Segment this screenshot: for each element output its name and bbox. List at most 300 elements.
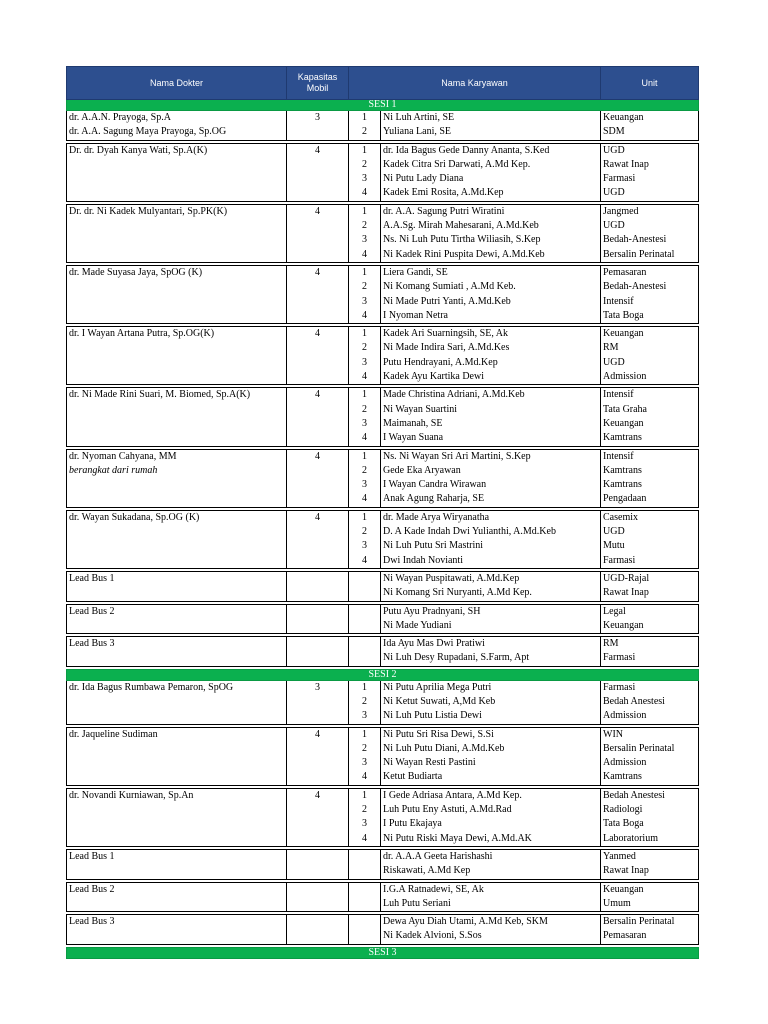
car-capacity — [287, 619, 349, 634]
doctor-name — [67, 280, 287, 294]
employee-name: Dewa Ayu Diah Utami, A.Md Keb, SKM — [381, 915, 601, 930]
table-row — [67, 680, 699, 695]
employee-name: Kadek Ayu Kartika Dewi — [381, 370, 601, 385]
doctor-name — [67, 492, 287, 507]
employee-unit: Keuangan — [601, 327, 699, 342]
table-row — [67, 882, 699, 897]
employee-name: Luh Putu Seriani — [381, 897, 601, 912]
table-row — [67, 510, 699, 525]
employee-unit: Bersalin Perinatal — [601, 915, 699, 930]
car-capacity — [287, 417, 349, 431]
employee-number: 3 — [349, 478, 381, 492]
doctor-name — [67, 219, 287, 233]
doctor-name: Lead Bus 3 — [67, 915, 287, 930]
section-header-row — [67, 100, 699, 111]
table-row — [67, 849, 699, 864]
car-capacity — [287, 651, 349, 666]
table-row — [67, 309, 699, 324]
employee-name: Maimanah, SE — [381, 417, 601, 431]
employee-unit: Radiologi — [601, 803, 699, 817]
car-capacity — [287, 280, 349, 294]
employee-name: Ni Made Yudiani — [381, 619, 601, 634]
employee-name: Made Christina Adriani, A.Md.Keb — [381, 388, 601, 403]
table-row — [67, 403, 699, 417]
section-header-row — [67, 947, 699, 958]
employee-unit: UGD — [601, 219, 699, 233]
employee-number: 4 — [349, 186, 381, 201]
doctor-name: Dr. dr. Ni Kadek Mulyantari, Sp.PK(K) — [67, 204, 287, 219]
employee-unit: Keuangan — [601, 882, 699, 897]
employee-unit: UGD — [601, 525, 699, 539]
employee-name: Liera Gandi, SE — [381, 265, 601, 280]
car-group — [67, 571, 699, 601]
employee-unit: Intensif — [601, 388, 699, 403]
table-row — [67, 280, 699, 294]
employee-name: Ketut Budiarta — [381, 770, 601, 785]
car-capacity — [287, 742, 349, 756]
employee-unit: Bersalin Perinatal — [601, 742, 699, 756]
car-capacity — [287, 864, 349, 879]
car-capacity — [287, 370, 349, 385]
doctor-name — [67, 742, 287, 756]
header-nama-dokter: Nama Dokter — [67, 67, 287, 100]
car-group — [67, 849, 699, 879]
employee-name: Ida Ayu Mas Dwi Pratiwi — [381, 637, 601, 652]
car-group — [67, 327, 699, 385]
table-row — [67, 341, 699, 355]
employee-unit: Rawat Inap — [601, 864, 699, 879]
employee-unit: Rawat Inap — [601, 158, 699, 172]
table-row — [67, 219, 699, 233]
employee-unit: Keuangan — [601, 111, 699, 126]
table-row — [67, 356, 699, 370]
employee-name: I Wayan Suana — [381, 431, 601, 446]
employee-name: I Wayan Candra Wirawan — [381, 478, 601, 492]
employee-number: 2 — [349, 125, 381, 140]
employee-name: Ni Putu Riski Maya Dewi, A.Md.AK — [381, 832, 601, 847]
doctor-name — [67, 233, 287, 247]
doctor-note: berangkat dari rumah — [67, 464, 287, 478]
car-capacity — [287, 929, 349, 944]
table-row — [67, 125, 699, 140]
employee-unit: Mutu — [601, 539, 699, 553]
car-capacity — [287, 586, 349, 601]
employee-number: 1 — [349, 388, 381, 403]
table-row — [67, 370, 699, 385]
doctor-name — [67, 158, 287, 172]
table-row — [67, 709, 699, 724]
employee-unit: Admission — [601, 709, 699, 724]
employee-name: Ni Ketut Suwati, A,Md Keb — [381, 695, 601, 709]
employee-unit: Rawat Inap — [601, 586, 699, 601]
employee-number: 3 — [349, 817, 381, 831]
employee-name: I Gede Adriasa Antara, A.Md Kep. — [381, 788, 601, 803]
car-capacity: 4 — [287, 449, 349, 464]
table-row — [67, 525, 699, 539]
table-row — [67, 265, 699, 280]
section-title: SESI 3 — [67, 947, 699, 958]
header-unit: Unit — [601, 67, 699, 100]
employee-name: Kadek Emi Rosita, A.Md.Kep — [381, 186, 601, 201]
car-capacity — [287, 341, 349, 355]
header-kapasitas-mobil: Kapasitas Mobil — [287, 67, 349, 100]
employee-number: 3 — [349, 295, 381, 309]
employee-number: 1 — [349, 111, 381, 126]
car-capacity — [287, 539, 349, 553]
employee-unit: Kamtrans — [601, 431, 699, 446]
employee-unit: Bersalin Perinatal — [601, 248, 699, 263]
employee-unit: Keuangan — [601, 417, 699, 431]
employee-unit: Yanmed — [601, 849, 699, 864]
car-group — [67, 265, 699, 323]
employee-unit: Bedah Anestesi — [601, 788, 699, 803]
car-group — [67, 111, 699, 141]
car-capacity — [287, 637, 349, 652]
table-row — [67, 619, 699, 634]
employee-unit: UGD — [601, 356, 699, 370]
doctor-name: Lead Bus 2 — [67, 604, 287, 619]
employee-name: Ni Kadek Alvioni, S.Sos — [381, 929, 601, 944]
doctor-name: dr. A.A.N. Prayoga, Sp.A — [67, 111, 287, 126]
doctor-name — [67, 651, 287, 666]
car-capacity — [287, 897, 349, 912]
car-capacity — [287, 431, 349, 446]
car-group — [67, 388, 699, 446]
employee-name: Ns. Ni Wayan Sri Ari Martini, S.Kep — [381, 449, 601, 464]
car-group — [67, 449, 699, 507]
doctor-name: dr. Novandi Kurniawan, Sp.An — [67, 788, 287, 803]
table-row — [67, 478, 699, 492]
employee-unit: Tata Graha — [601, 403, 699, 417]
employee-unit: Kamtrans — [601, 464, 699, 478]
employee-number: 4 — [349, 554, 381, 569]
car-capacity — [287, 172, 349, 186]
doctor-name: Lead Bus 2 — [67, 882, 287, 897]
section-block — [67, 947, 699, 958]
table-row — [67, 204, 699, 219]
employee-name: Kadek Citra Sri Darwati, A.Md Kep. — [381, 158, 601, 172]
employee-number — [349, 929, 381, 944]
table-row — [67, 727, 699, 742]
employee-number: 2 — [349, 525, 381, 539]
employee-name: Ni Luh Artini, SE — [381, 111, 601, 126]
doctor-name — [67, 341, 287, 355]
employee-name: Anak Agung Raharja, SE — [381, 492, 601, 507]
table-row — [67, 832, 699, 847]
car-group — [67, 510, 699, 568]
schedule-table — [66, 66, 699, 959]
car-capacity — [287, 571, 349, 586]
employee-unit: Farmasi — [601, 651, 699, 666]
doctor-name — [67, 539, 287, 553]
doctor-name: dr. Nyoman Cahyana, MM — [67, 449, 287, 464]
employee-unit: Intensif — [601, 295, 699, 309]
doctor-name — [67, 586, 287, 601]
table-row — [67, 295, 699, 309]
car-capacity — [287, 832, 349, 847]
doctor-name — [67, 756, 287, 770]
employee-name: Ni Wayan Puspitawati, A.Md.Kep — [381, 571, 601, 586]
doctor-name — [67, 295, 287, 309]
employee-number — [349, 604, 381, 619]
car-capacity — [287, 356, 349, 370]
employee-unit: Tata Boga — [601, 817, 699, 831]
car-capacity — [287, 882, 349, 897]
employee-unit: UGD — [601, 143, 699, 158]
table-row — [67, 604, 699, 619]
car-capacity — [287, 478, 349, 492]
table-row — [67, 897, 699, 912]
employee-unit: Umum — [601, 897, 699, 912]
doctor-name — [67, 417, 287, 431]
employee-unit: Legal — [601, 604, 699, 619]
table-row — [67, 770, 699, 785]
car-capacity — [287, 219, 349, 233]
doctor-name — [67, 817, 287, 831]
car-capacity — [287, 248, 349, 263]
employee-unit: Admission — [601, 370, 699, 385]
employee-unit: Tata Boga — [601, 309, 699, 324]
car-capacity — [287, 464, 349, 478]
car-capacity: 4 — [287, 143, 349, 158]
doctor-name — [67, 554, 287, 569]
employee-number: 3 — [349, 233, 381, 247]
car-capacity: 3 — [287, 680, 349, 695]
table-row — [67, 327, 699, 342]
employee-name: I Nyoman Netra — [381, 309, 601, 324]
employee-unit: Bedah-Anestesi — [601, 280, 699, 294]
employee-name: dr. A.A. Sagung Putri Wiratini — [381, 204, 601, 219]
doctor-name — [67, 370, 287, 385]
employee-name: Ni Komang Sumiati , A.Md Keb. — [381, 280, 601, 294]
employee-unit: RM — [601, 637, 699, 652]
doctor-name — [67, 709, 287, 724]
employee-number: 2 — [349, 280, 381, 294]
employee-name: Ni Putu Aprilia Mega Putri — [381, 680, 601, 695]
car-group — [67, 727, 699, 785]
employee-number: 1 — [349, 204, 381, 219]
car-capacity: 3 — [287, 111, 349, 126]
employee-number: 1 — [349, 265, 381, 280]
employee-unit: Jangmed — [601, 204, 699, 219]
employee-number: 3 — [349, 356, 381, 370]
employee-name: Gede Eka Aryawan — [381, 464, 601, 478]
table-row — [67, 417, 699, 431]
employee-unit: Farmasi — [601, 680, 699, 695]
doctor-name — [67, 478, 287, 492]
car-capacity — [287, 492, 349, 507]
doctor-name — [67, 770, 287, 785]
employee-number — [349, 637, 381, 652]
employee-name: A.A.Sg. Mirah Mahesarani, A.Md.Keb — [381, 219, 601, 233]
table-row — [67, 742, 699, 756]
table-row — [67, 803, 699, 817]
employee-name: Ni Komang Sri Nuryanti, A.Md Kep. — [381, 586, 601, 601]
car-capacity — [287, 817, 349, 831]
doctor-name: dr. Wayan Sukadana, Sp.OG (K) — [67, 510, 287, 525]
table-row — [67, 539, 699, 553]
table-row — [67, 111, 699, 126]
employee-unit: Kamtrans — [601, 478, 699, 492]
employee-unit: Bedah Anestesi — [601, 695, 699, 709]
employee-name: I.G.A Ratnadewi, SE, Ak — [381, 882, 601, 897]
doctor-name — [67, 832, 287, 847]
employee-unit: Pemasaran — [601, 265, 699, 280]
employee-number: 4 — [349, 431, 381, 446]
section-block — [67, 669, 699, 680]
doctor-name — [67, 695, 287, 709]
table-row — [67, 248, 699, 263]
employee-number: 2 — [349, 403, 381, 417]
car-group — [67, 143, 699, 201]
car-capacity: 4 — [287, 265, 349, 280]
doctor-name — [67, 186, 287, 201]
header-nama-karyawan: Nama Karyawan — [349, 67, 601, 100]
table-row — [67, 817, 699, 831]
employee-number: 4 — [349, 248, 381, 263]
table-row — [67, 554, 699, 569]
employee-name: dr. A.A.A Geeta Harishashi — [381, 849, 601, 864]
employee-unit: Farmasi — [601, 554, 699, 569]
employee-unit: Kamtrans — [601, 770, 699, 785]
car-group — [67, 882, 699, 912]
employee-name: dr. Ida Bagus Gede Danny Ananta, S.Ked — [381, 143, 601, 158]
employee-number: 1 — [349, 680, 381, 695]
table-row — [67, 158, 699, 172]
employee-name: Ni Luh Putu Sri Mastrini — [381, 539, 601, 553]
employee-number: 4 — [349, 309, 381, 324]
car-capacity — [287, 849, 349, 864]
car-capacity — [287, 158, 349, 172]
employee-number: 2 — [349, 695, 381, 709]
car-capacity: 4 — [287, 327, 349, 342]
car-group — [67, 604, 699, 634]
employee-number: 2 — [349, 464, 381, 478]
employee-unit: WIN — [601, 727, 699, 742]
employee-name: dr. Made Arya Wiryanatha — [381, 510, 601, 525]
employee-unit: SDM — [601, 125, 699, 140]
employee-unit: RM — [601, 341, 699, 355]
car-group — [67, 204, 699, 262]
table-row — [67, 431, 699, 446]
employee-name: Riskawati, A.Md Kep — [381, 864, 601, 879]
employee-name: Ni Kadek Rini Puspita Dewi, A.Md.Keb — [381, 248, 601, 263]
table-row — [67, 233, 699, 247]
table-row — [67, 586, 699, 601]
car-capacity — [287, 770, 349, 785]
employee-unit: Admission — [601, 756, 699, 770]
table-row — [67, 388, 699, 403]
employee-unit: Pemasaran — [601, 929, 699, 944]
doctor-name — [67, 431, 287, 446]
doctor-name — [67, 803, 287, 817]
section-header-row — [67, 669, 699, 680]
employee-unit: UGD-Rajal — [601, 571, 699, 586]
doctor-name: dr. A.A. Sagung Maya Prayoga, Sp.OG — [67, 125, 287, 140]
car-capacity — [287, 403, 349, 417]
doctor-name: Lead Bus 3 — [67, 637, 287, 652]
doctor-name — [67, 356, 287, 370]
employee-name: D. A Kade Indah Dwi Yulianthi, A.Md.Keb — [381, 525, 601, 539]
car-capacity: 4 — [287, 510, 349, 525]
employee-name: Ni Wayan Resti Pastini — [381, 756, 601, 770]
table-row — [67, 186, 699, 201]
doctor-name: dr. Ida Bagus Rumbawa Pemaron, SpOG — [67, 680, 287, 695]
employee-number: 2 — [349, 742, 381, 756]
doctor-name — [67, 619, 287, 634]
employee-number — [349, 915, 381, 930]
doctor-name: Lead Bus 1 — [67, 571, 287, 586]
employee-name: I Putu Ekajaya — [381, 817, 601, 831]
employee-name: Ni Luh Putu Listia Dewi — [381, 709, 601, 724]
employee-number: 4 — [349, 370, 381, 385]
employee-unit: Intensif — [601, 449, 699, 464]
employee-unit: Bedah-Anestesi — [601, 233, 699, 247]
employee-name: Ni Luh Desy Rupadani, S.Farm, Apt — [381, 651, 601, 666]
doctor-name: dr. Made Suyasa Jaya, SpOG (K) — [67, 265, 287, 280]
employee-number — [349, 619, 381, 634]
employee-number: 4 — [349, 832, 381, 847]
car-capacity: 4 — [287, 204, 349, 219]
doctor-name: dr. Jaqueline Sudiman — [67, 727, 287, 742]
employee-number — [349, 586, 381, 601]
employee-number: 3 — [349, 756, 381, 770]
car-group — [67, 637, 699, 667]
employee-number — [349, 571, 381, 586]
section-title: SESI 1 — [67, 100, 699, 111]
employee-number: 1 — [349, 327, 381, 342]
table-row — [67, 172, 699, 186]
car-capacity: 4 — [287, 727, 349, 742]
car-capacity — [287, 604, 349, 619]
employee-unit: Keuangan — [601, 619, 699, 634]
table-row — [67, 929, 699, 944]
doctor-name — [67, 929, 287, 944]
employee-number: 3 — [349, 172, 381, 186]
employee-name: Ni Putu Sri Risa Dewi, S.Si — [381, 727, 601, 742]
car-capacity — [287, 915, 349, 930]
table-row — [67, 651, 699, 666]
table-row — [67, 695, 699, 709]
car-capacity: 4 — [287, 788, 349, 803]
employee-name: Kadek Ari Suarningsih, SE, Ak — [381, 327, 601, 342]
employee-unit: Casemix — [601, 510, 699, 525]
employee-name: Ni Luh Putu Diani, A.Md.Keb — [381, 742, 601, 756]
doctor-name — [67, 309, 287, 324]
employee-number: 4 — [349, 770, 381, 785]
employee-unit: UGD — [601, 186, 699, 201]
employee-number — [349, 864, 381, 879]
car-capacity: 4 — [287, 388, 349, 403]
employee-name: Ns. Ni Luh Putu Tirtha Wiliasih, S.Kep — [381, 233, 601, 247]
employee-number: 1 — [349, 788, 381, 803]
table-header — [67, 67, 699, 100]
employee-number: 2 — [349, 219, 381, 233]
doctor-name — [67, 864, 287, 879]
employee-number: 4 — [349, 492, 381, 507]
employee-name: Yuliana Lani, SE — [381, 125, 601, 140]
employee-number: 3 — [349, 417, 381, 431]
doctor-name — [67, 897, 287, 912]
employee-number: 1 — [349, 510, 381, 525]
doctor-name — [67, 403, 287, 417]
car-capacity — [287, 554, 349, 569]
section-block — [67, 100, 699, 111]
table-row — [67, 492, 699, 507]
employee-name: Ni Wayan Suartini — [381, 403, 601, 417]
table-row — [67, 449, 699, 464]
car-capacity — [287, 309, 349, 324]
